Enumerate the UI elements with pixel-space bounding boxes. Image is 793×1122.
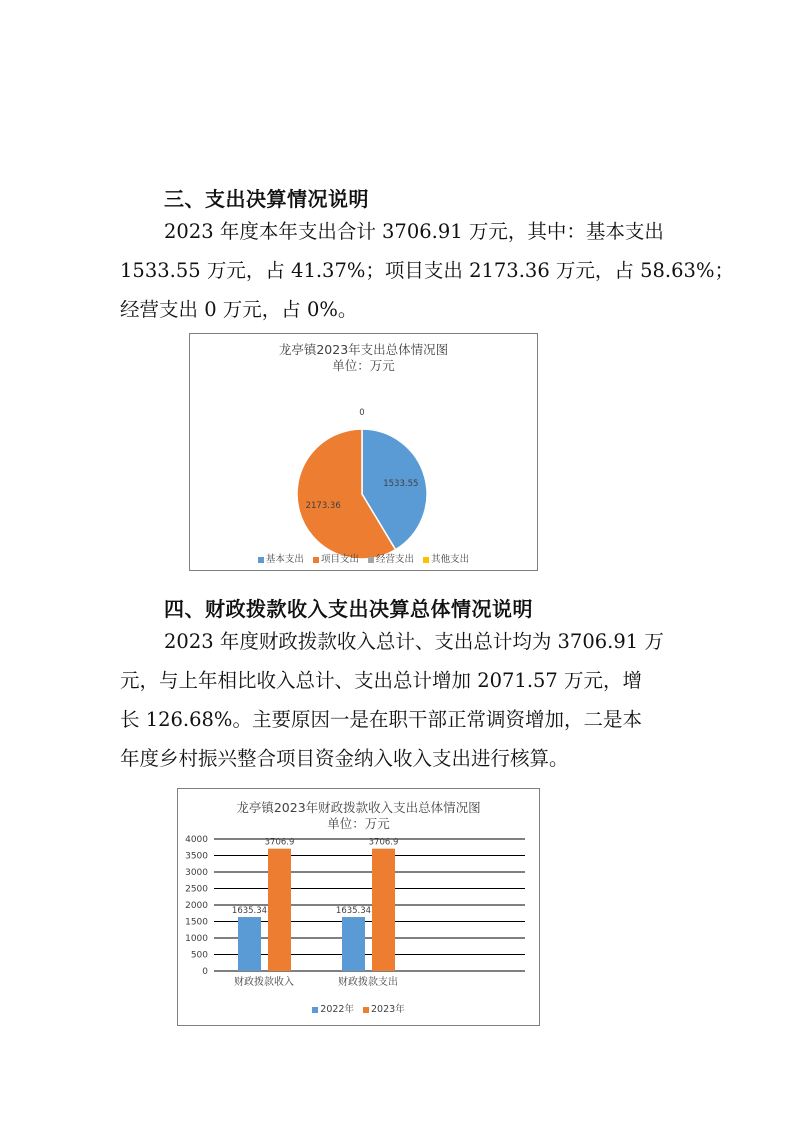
paragraph-line: 2023 年度本年支出合计 3706.91 万元，其中：基本支出	[164, 220, 664, 243]
bar-data-label: 1635.34	[335, 906, 372, 917]
legend-item	[423, 551, 469, 565]
legend-swatch	[313, 557, 319, 563]
y-tick-label: 500	[190, 950, 208, 961]
x-category-label: 财政拨款支出	[338, 977, 398, 988]
bar-chart-frame	[177, 788, 540, 1026]
legend-item	[368, 551, 414, 565]
y-tick-label: 2000	[185, 901, 208, 911]
pie-chart-legend	[190, 551, 537, 565]
legend-label: 基本支出	[265, 554, 304, 565]
y-tick-label: 1000	[185, 934, 208, 944]
legend-label: 项目支出	[320, 554, 359, 565]
pie-chart-frame	[189, 333, 538, 571]
legend-item	[258, 551, 304, 565]
paragraph-line: 年度乡村振兴整合项目资金纳入收入支出进行核算。	[120, 747, 569, 770]
x-category-label: 财政拨款收入	[234, 977, 294, 988]
legend-label: 2022年	[320, 1004, 354, 1015]
pie-chart-title: 龙亭镇2023年支出总体情况图	[278, 342, 449, 357]
bar-data-label: 3706.9	[368, 837, 399, 848]
paragraph-line: 元，与上年相比收入总计、支出总计增加 2071.57 万元，增	[120, 669, 643, 692]
section3-paragraph	[120, 212, 734, 329]
pie-data-label: 2173.36	[305, 500, 341, 511]
bar-chart	[178, 829, 539, 1029]
legend-item	[312, 1001, 354, 1015]
legend-swatch	[363, 1007, 369, 1013]
legend-swatch	[258, 557, 264, 563]
legend-swatch	[423, 557, 429, 563]
legend-item	[363, 1001, 405, 1015]
legend-swatch	[312, 1007, 318, 1013]
legend-swatch	[368, 557, 374, 563]
pie-data-label: 0	[359, 408, 365, 418]
paragraph-line: 长 126.68%。主要原因一是在职干部正常调资增加，二是本	[120, 708, 642, 731]
bar-1-0	[268, 849, 291, 971]
paragraph-line: 1533.55 万元，占 41.37%；项目支出 2173.36 万元，占 58.63%；	[120, 259, 734, 282]
bar-chart-subtitle: 单位：万元	[327, 816, 390, 831]
bar-0-1	[342, 917, 365, 971]
y-tick-label: 3500	[185, 851, 208, 862]
bar-chart-title: 龙亭镇2023年财政拨款收入支出总体情况图	[236, 800, 481, 815]
section4-heading: 四、财政拨款收入支出决算总体情况说明	[164, 597, 533, 621]
paragraph-line: 2023 年度财政拨款收入总计、支出总计均为 3706.91 万	[164, 630, 664, 653]
pie-data-label: 1533.55	[383, 479, 419, 490]
legend-item	[313, 551, 359, 565]
y-tick-label: 4000	[185, 835, 208, 845]
section3-heading: 三、支出决算情况说明	[164, 187, 369, 211]
y-tick-label: 1500	[185, 917, 208, 928]
bar-0-0	[238, 917, 261, 971]
bar-chart-legend	[178, 1001, 539, 1015]
pie-chart-subtitle: 单位：万元	[332, 358, 395, 373]
legend-label: 经营支出	[376, 554, 415, 565]
legend-label: 其他支出	[431, 554, 470, 565]
bar-data-label: 1635.34	[231, 906, 268, 917]
y-tick-label: 3000	[185, 868, 208, 878]
bar-data-label: 3706.9	[264, 837, 295, 848]
paragraph-line: 经营支出 0 万元，占 0%。	[120, 298, 358, 321]
y-tick-label: 0	[202, 967, 208, 977]
bar-1-1	[372, 849, 395, 971]
section4-paragraph	[120, 622, 680, 778]
legend-label: 2023年	[371, 1004, 405, 1015]
y-tick-label: 2500	[185, 884, 208, 895]
